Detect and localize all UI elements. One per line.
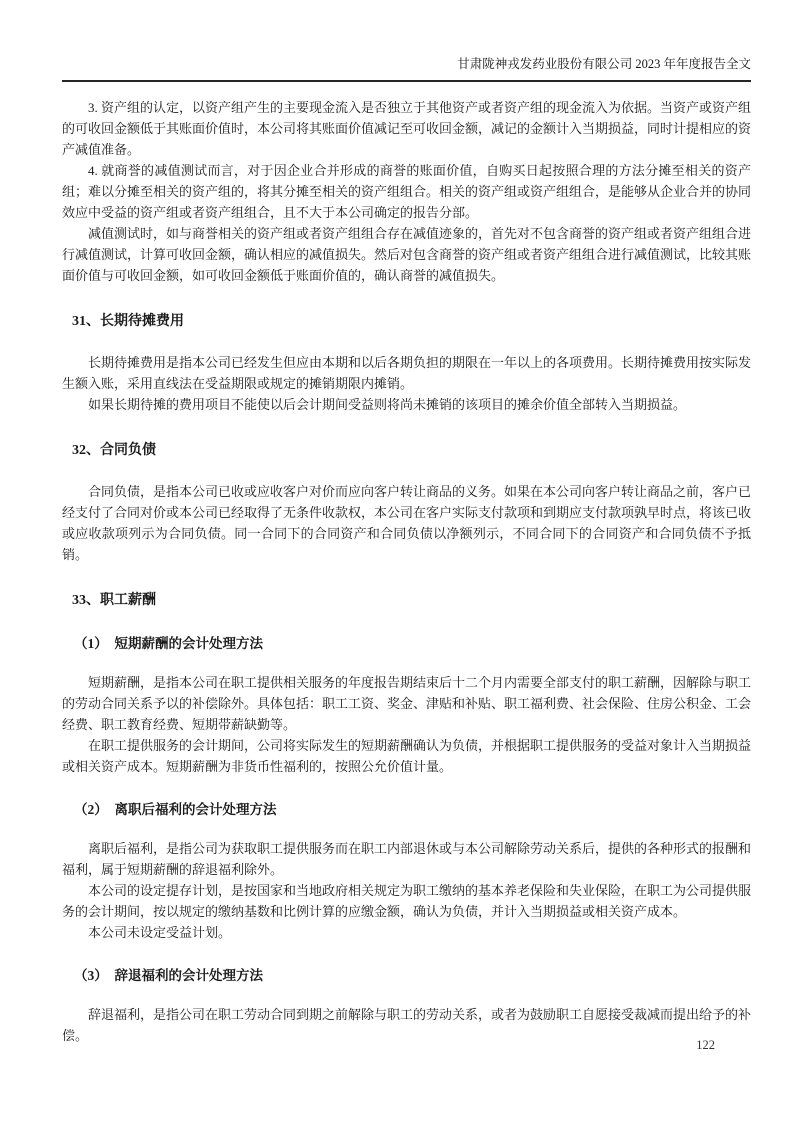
page-header [62,55,751,82]
paragraph-short-term-definition: 短期薪酬，是指本公司在职工提供相关服务的年度报告期结束后十二个月内需要全部支付的职工薪酬，因解除与职工的劳动合同关系予以的补偿除外。具体包括：职工工资、奖金、津贴和补贴、职工福利费、社会保险、住房公积金、工会经费、职工教育经费、短期带薪缺勤等。 [62,675,752,732]
subsection-heading-post-employment-benefits: （2） 离职后福利的会计处理方法 [74,802,277,817]
paragraph-no-defined-benefit-plan: 本公司未设定受益计划。 [88,925,232,940]
paragraph-short-term-recognition: 在职工提供服务的会计期间，公司将实际发生的短期薪酬确认为负债，并根据职工提供服务的受益对象计入当期损益或相关资产成本。短期薪酬为非货币性福利的，按照公允价值计量。 [62,738,752,774]
paragraph-defined-contribution-plan: 本公司的设定提存计划，是按国家和当地政府相关规定为职工缴纳的基本养老保险和失业保险，在职工为公司提供服务的会计期间，按以规定的缴纳基数和比例计算的应缴金额，确认为负债，并计入当期损益或相关资产成本。 [62,883,752,919]
document-body [62,97,751,1046]
paragraph-asset-group: 3. 资产组的认定，以资产组产生的主要现金流入是否独立于其他资产或者资产组的现金流入为依据。当资产或资产组的可收回金额低于其账面价值时，本公司将其账面价值减记至可收回金额，减记的金额计入当期损益，同时计提相应的资产减值准备。 [62,100,752,157]
paragraph-ltde-definition: 长期待摊费用是指本公司已经发生但应由本期和以后各期负担的期限在一年以上的各项费用。长期待摊费用按实际发生额入账，采用直线法在受益期限或规定的摊销期限内摊销。 [62,355,752,391]
paragraph-termination-benefits-definition: 辞退福利，是指公司在职工劳动合同到期之前解除与职工的劳动关系，或者为鼓励职工自愿接受裁减而提出给予的补偿。 [62,1007,752,1043]
paragraph-ltde-transfer: 如果长期待摊的费用项目不能使以后会计期间受益则将尚未摊销的该项目的摊余价值全部转入当期损益。 [88,397,687,412]
section-heading-31-long-term-deferred-expenses: 31、长期待摊费用 [72,314,184,329]
header-title: 甘肃陇神戎发药业股份有限公司 2023 年年度报告全文 [457,57,751,71]
paragraph-impairment-test: 减值测试时，如与商誉相关的资产组或者资产组组合存在减值迹象的，首先对不包含商誉的资产组或者资产组组合进行减值测试，计算可收回金额，确认相应的减值损失。然后对包含商誉的资产组或者资产组组合进行减值测试，比较其账面价值与可收回金额，如可收回金额低于账面价值的，确认商誉的减值损失。 [62,226,752,283]
section-heading-32-contract-liabilities: 32、合同负债 [72,443,156,458]
paragraph-goodwill-impairment: 4. 就商誉的减值测试而言，对于因企业合并形成的商誉的账面价值，自购买日起按照合理的方法分摊至相关的资产组；难以分摊至相关的资产组的，将其分摊至相关的资产组组合。相关的资产组或资产组组合，是能够从企业合并的协同效应中受益的资产组或者资产组组合，且不大于本公司确定的报告分部。 [62,163,752,220]
page-number: 122 [696,1038,715,1052]
content-area [62,0,751,1046]
subsection-heading-termination-benefits: （3） 辞退福利的会计处理方法 [74,968,263,983]
section-heading-33-employee-compensation: 33、职工薪酬 [72,593,156,608]
paragraph-contract-liabilities: 合同负债，是指本公司已收或应收客户对价而应向客户转让商品的义务。如果在本公司向客户转让商品之前，客户已经支付了合同对价或本公司已经取得了无条件收款权，本公司在客户实际支付款项和到期应支付款项孰早时点，将该已收或应收款项列示为合同负债。同一合同下的合同资产和合同负债以净额列示，不同合同下的合同资产和合同负债不予抵销。 [62,484,752,562]
paragraph-post-employment-definition: 离职后福利，是指公司为获取职工提供服务而在职工内部退休或与本公司解除劳动关系后，提供的各种形式的报酬和福利，属于短期薪酬的辞退福利除外。 [62,841,752,877]
subsection-heading-short-term-compensation: （1） 短期薪酬的会计处理方法 [74,636,263,651]
